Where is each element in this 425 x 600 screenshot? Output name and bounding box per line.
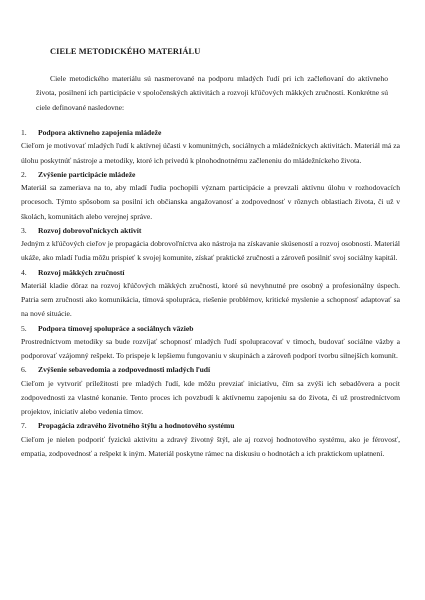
goal-number: 4. [21,267,27,277]
goal-heading [21,168,400,181]
goal-section-6 [21,363,400,419]
goal-number: 3. [21,225,27,235]
goal-body: Cieľom je vytvoriť príležitosti pre mladých ľudí, kde môžu prevziať iniciatívu, čím sa zvýši ich sebadôvera a pocit zodpovednosti za vlastné konanie. Tento proces ich povzbudí k aktívnemu zapojeniu sa do života, či už prostredníctvom projektov, iniciatív alebo vedenia tímov. [21,378,400,417]
goals-list [21,126,400,461]
goal-number: 2. [21,169,27,179]
goal-section-3 [21,224,400,266]
goal-heading-text: Rozvoj dobrovoľníckych aktivít [38,225,142,235]
goal-section-4 [21,266,400,322]
goal-body: Materiál kladie dôraz na rozvoj kľúčových mäkkých zručností, ktoré sú nevyhnutné pre osobný a profesionálny úspech. Patria sem zručnosti ako komunikácia, tímová spolupráca, riešenie problémov, kritické myslenie a schopnosť adaptovať sa na nové situácie. [21,280,400,319]
goal-body: Prostredníctvom metodiky sa bude rozvíjať schopnosť mladých ľudí spolupracovať v tímoch, budovať sociálne väzby a podporovať vzájomný rešpekt. To prispeje k lepšiemu fungovaniu v skupinách a zároveň podporí tvorbu silnejších komunít. [21,336,400,361]
goal-section-7 [21,419,400,461]
goal-heading-text: Podpora tímovej spolupráce a sociálnych väzieb [38,323,194,333]
intro-paragraph [36,72,388,115]
goal-heading [21,224,400,237]
goal-heading-text: Zvýšenie participácie mládeže [38,169,136,179]
page-title: CIELE METODICKÉHO MATERIÁLU [50,47,201,56]
goal-heading [21,419,400,432]
goal-body: Cieľom je motivovať mladých ľudí k aktívnej účasti v komunitných, sociálnych a mládežníckych aktivitách. Materiál má za úlohu poskytnúť nástroje a metodiky, ktoré ich privedú k plnohodnotnému začleneniu do mládežníckeho života. [21,141,400,165]
goal-section-2 [21,168,400,224]
goal-heading-text: Propagácia zdravého životného štýlu a hodnotového systému [38,421,235,431]
goal-section-5 [21,322,400,364]
goal-number: 5. [21,323,27,333]
goal-body: Materiál sa zameriava na to, aby mladí ľudia pochopili význam participácie a prevzali aktívnu úlohu v rozhodovacích procesoch. Týmto spôsobom sa posilní ich občianska angažovanosť a zodpovednosť v rôznych oblastiach života, či už v školách, komunitách alebo verejnej správe. [21,183,400,221]
intro-text: Ciele metodického materiálu sú nasmerované na podporu mladých ľudí pri ich začleňovaní do aktívneho života, posilnení ich participácie v spoločenských aktivitách a rozvoji kľúčových mäkkých zručností. Konkrétne sú ciele definované nasledovne: [36,74,388,112]
goal-heading [21,363,400,376]
goal-body: Cieľom je nielen podporiť fyzickú aktivitu a zdravý životný štýl, ale aj rozvoj hodnotového systému, ako je férovosť, empatia, zodpovednosť a rešpekt k iným. Materiál poskytne rámec na diskusiu o hodnotách a ich praktickom uplatnení. [21,434,400,458]
goal-number: 6. [21,365,27,375]
goal-heading [21,126,400,139]
goal-body: Jedným z kľúčových cieľov je propagácia dobrovoľníctva ako nástroja na získavanie skúseností a rozvoj osobnosti. Materiál ukáže, ako mladí ľudia môžu prispieť k svojej komunite, získať praktické zručnosti a zároveň posilniť svoj sociálny kapitál. [21,239,400,263]
goal-heading [21,322,400,335]
goal-heading-text: Podpora aktívneho zapojenia mládeže [38,128,162,137]
goal-heading [21,266,400,279]
goal-number: 1. [21,128,27,137]
goal-number: 7. [21,421,27,431]
goal-heading-text: Zvýšenie sebavedomia a zodpovednosti mladých ľudí [38,365,211,375]
goal-heading-text: Rozvoj mäkkých zručností [38,267,125,277]
goal-section-1 [21,126,400,168]
